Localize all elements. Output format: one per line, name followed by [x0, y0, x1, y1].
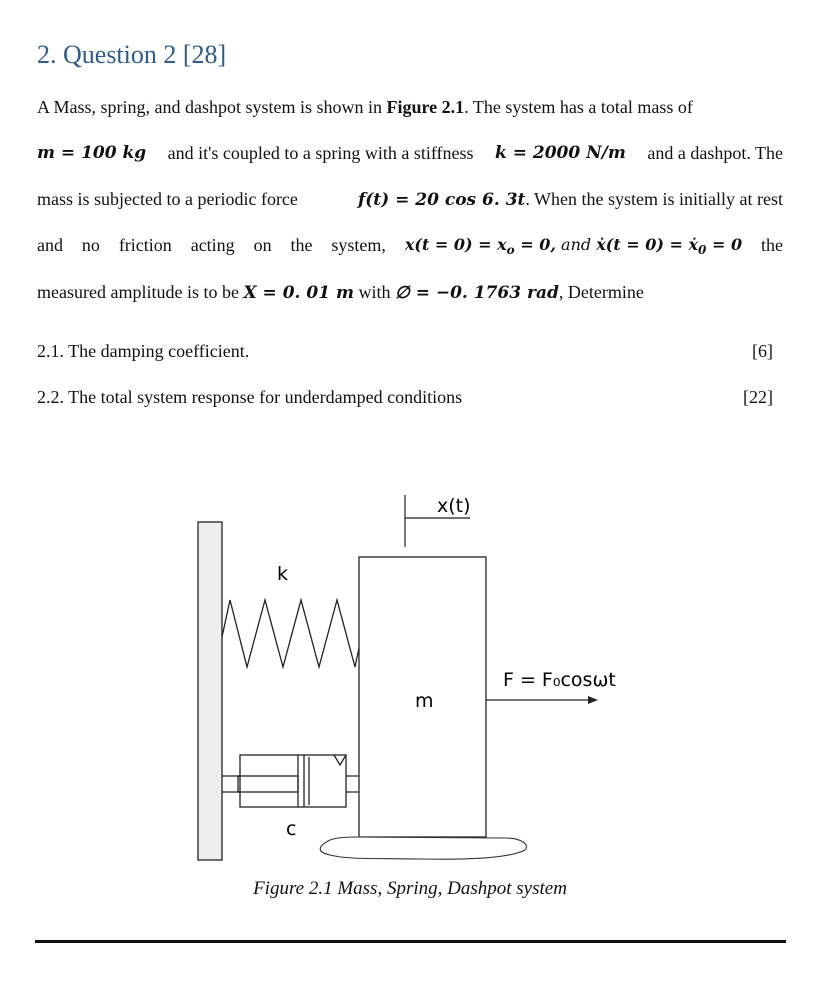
- label-k: k: [277, 563, 289, 585]
- word: on: [253, 235, 272, 255]
- figure-ref: Figure 2.1: [386, 97, 465, 117]
- word: and: [37, 235, 63, 255]
- question-heading: 2. Question 2 [28]: [37, 40, 227, 69]
- label-x: x(t): [437, 495, 471, 517]
- ground-surface: [320, 837, 526, 859]
- word: no: [81, 235, 100, 255]
- word: system,: [331, 235, 386, 255]
- amplitude-equation: X = 0. 01 m: [243, 283, 354, 303]
- sub-question-1: [37, 341, 773, 362]
- word: friction: [118, 235, 172, 255]
- mass-spring-dashpot-figure: [0, 480, 820, 880]
- sub-question-marks: [22]: [743, 387, 773, 407]
- para-line-5: [37, 280, 783, 305]
- sub-question-marks: [6]: [752, 341, 773, 361]
- stiffness-equation: k = 2000 N/m: [495, 143, 626, 163]
- mass-equation: m = 100 kg: [37, 143, 147, 163]
- wall: [198, 522, 222, 860]
- figure-caption: Figure 2.1 Mass, Spring, Dashpot system: [253, 878, 567, 899]
- word: the: [761, 235, 783, 255]
- initial-conditions: $x(t = 0) = x_o = 0$, and ẋ(t = 0) = ẋ$_0$ = 0: [404, 235, 743, 257]
- text-run: with: [358, 282, 391, 302]
- text-run: A Mass, spring, and dashpot system is shown in: [37, 97, 383, 117]
- spring: [222, 600, 359, 667]
- para-line-4: [37, 233, 783, 262]
- force-arrow: [486, 696, 598, 704]
- text-run: and a dashpot. The: [647, 143, 783, 163]
- sub-question-text: 2.1. The damping coefficient.: [37, 341, 250, 361]
- text-run: mass is subjected to a periodic force: [37, 189, 298, 209]
- sub-question-text: 2.2. The total system response for underdamped conditions: [37, 387, 463, 407]
- word: acting: [190, 235, 235, 255]
- text-run: . When the system is initially at rest: [525, 189, 783, 209]
- force-equation: f(t) = 20 cos 6. 3t: [357, 190, 526, 210]
- divider: [35, 940, 786, 943]
- label-m: m: [415, 690, 434, 712]
- para-line-2: [37, 141, 783, 165]
- dashpot: [222, 755, 359, 807]
- text-run: , Determine: [558, 282, 644, 302]
- sub-question-2: [37, 387, 773, 408]
- para-line-1: [37, 95, 783, 119]
- label-c: c: [286, 818, 297, 840]
- text-run: . The system has a total mass of: [464, 97, 693, 117]
- word: the: [290, 235, 313, 255]
- phase-equation: ∅ = −0. 1763 rad: [394, 283, 559, 303]
- text-run: measured amplitude is to be: [37, 282, 239, 302]
- para-line-3: [37, 187, 783, 212]
- label-force: F = F₀cosωt: [503, 669, 616, 691]
- text-run: and it's coupled to a spring with a stiffness: [167, 143, 474, 163]
